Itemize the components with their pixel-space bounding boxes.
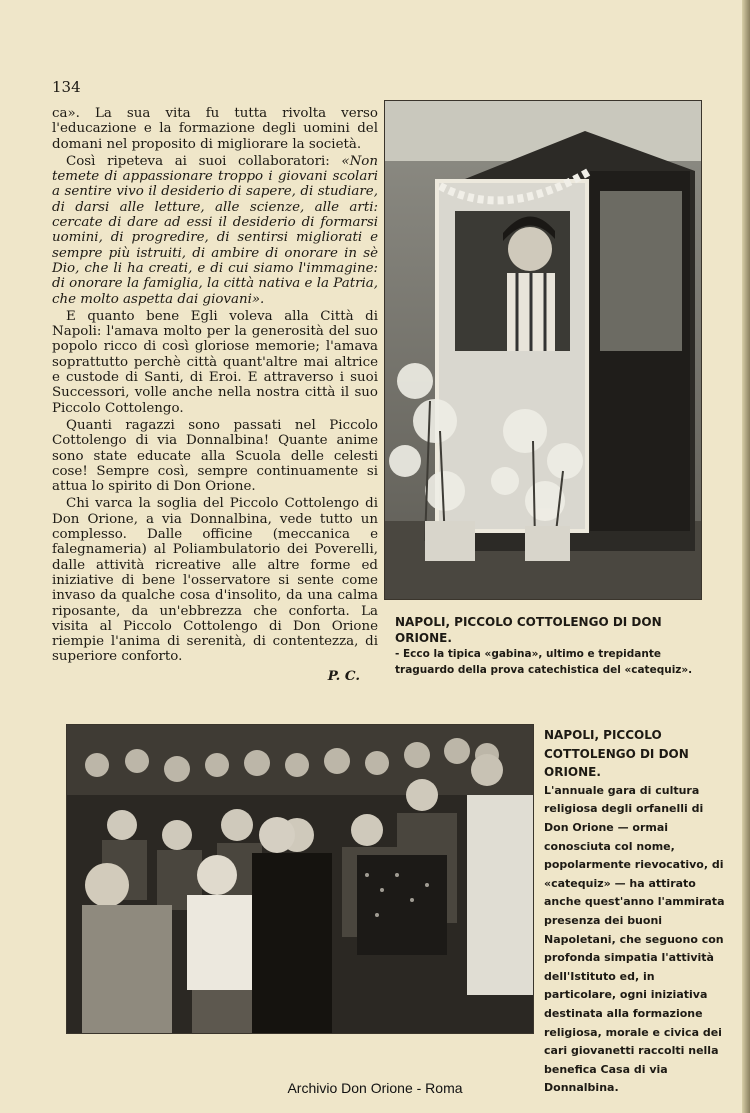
paragraph-text: ca». La sua vita fu tutta rivolta verso l'educazione e la formazione degli uomini del domani nel proposito di migliorare la società. xyxy=(52,106,378,152)
article-paragraph xyxy=(52,496,378,664)
author-signature: P. C. xyxy=(327,667,360,684)
archive-footer: Archivio Don Orione - Roma xyxy=(287,1080,463,1096)
article-text xyxy=(52,106,378,684)
caption-photo-gabina xyxy=(395,614,711,678)
article-paragraph xyxy=(52,154,378,307)
photo-audience-image xyxy=(67,725,533,1033)
caption-photo-audience xyxy=(544,726,730,1098)
photo-audience xyxy=(66,724,534,1034)
caption-title: NAPOLI, PICCOLO COTTOLENGO DI DON ORIONE. xyxy=(395,615,662,645)
paragraph-text: Così ripeteva ai suoi collaboratori: xyxy=(66,153,342,169)
article-paragraph xyxy=(52,106,378,152)
photo-gabina xyxy=(384,100,702,600)
caption-title: NAPOLI, PICCOLO COTTOLENGO DI DON ORIONE. xyxy=(544,728,689,780)
paragraph-text: Chi varca la soglia del Piccolo Cottolengo di Don Orione, a via Donnalbina, vede tutto un complesso. Dalle officine (meccanica e falegnameria) al Poliambulatorio dei Poverelli, dalle attività ricreative alle altre forme ed iniziative di bene l'osservatore si sente come invaso da qualche cosa d'insolito, da una calma riposante, da un'ebbrezza che conforta. La visita al Piccolo Cottolengo di Don Orione riempie l'anima di serenità, di contentezza, di superiore conforto. xyxy=(52,496,378,665)
article-paragraph xyxy=(52,418,378,494)
page-number: 134 xyxy=(52,78,81,96)
photo-gabina-image xyxy=(385,101,701,599)
paragraph-text: Quanti ragazzi sono passati nel Piccolo Cottolengo di via Donnalbina! Quante anime sono state educate alla Scuola delle celesti cose! Sempre così, sempre continuamente si attua lo spirito di Don Orione. xyxy=(52,417,378,495)
page-edge xyxy=(742,0,750,1113)
caption-body: L'annuale gara di cultura religiosa degli orfanelli di Don Orione — ormai conosciuta col nome, popolarmente rievocativo, di «catequiz» — ha attirato anche quest'anno l'ammirata presenza dei buoni Napoletani, che seguono con profonda simpatia l'attività dell'Istituto ed, in particolare, ogni iniziativa destinata alla formazione religiosa, morale e civica dei cari giovanetti raccolti nella benefica Casa di via Donnalbina. xyxy=(544,783,725,1095)
quote-text: «Non temete di appassionare troppo i giovani scolari a sentire vivo il desiderio di sapere, di studiare, di darsi alle letture, alle scienze, alle arti: cercate di dare ad essi il desiderio di formarsi uomini, di progredire, di sentirsi migliorati e sempre più istruiti, di ambire di onorare in sè Dio, che li ha creati, e di cui siamo l'immagine: di onorare la famiglia, la città nativa e la Patria, che molto aspetta dai giovani». xyxy=(52,153,378,307)
paragraph-text: E quanto bene Egli voleva alla Città di Napoli: l'amava molto per la generosità del suo popolo ricco di così gloriose memorie; l'amava soprattutto perchè città quant'altre mai altrice e custode di Santi, di Eroi. E attraverso i suoi Successori, volle anche nella nostra città il suo Piccolo Cottolengo. xyxy=(52,308,378,416)
caption-body: - Ecco la tipica «gabina», ultimo e trepidante traguardo della prova catechistica del «catequiz». xyxy=(395,648,693,676)
article-paragraph xyxy=(52,309,378,416)
